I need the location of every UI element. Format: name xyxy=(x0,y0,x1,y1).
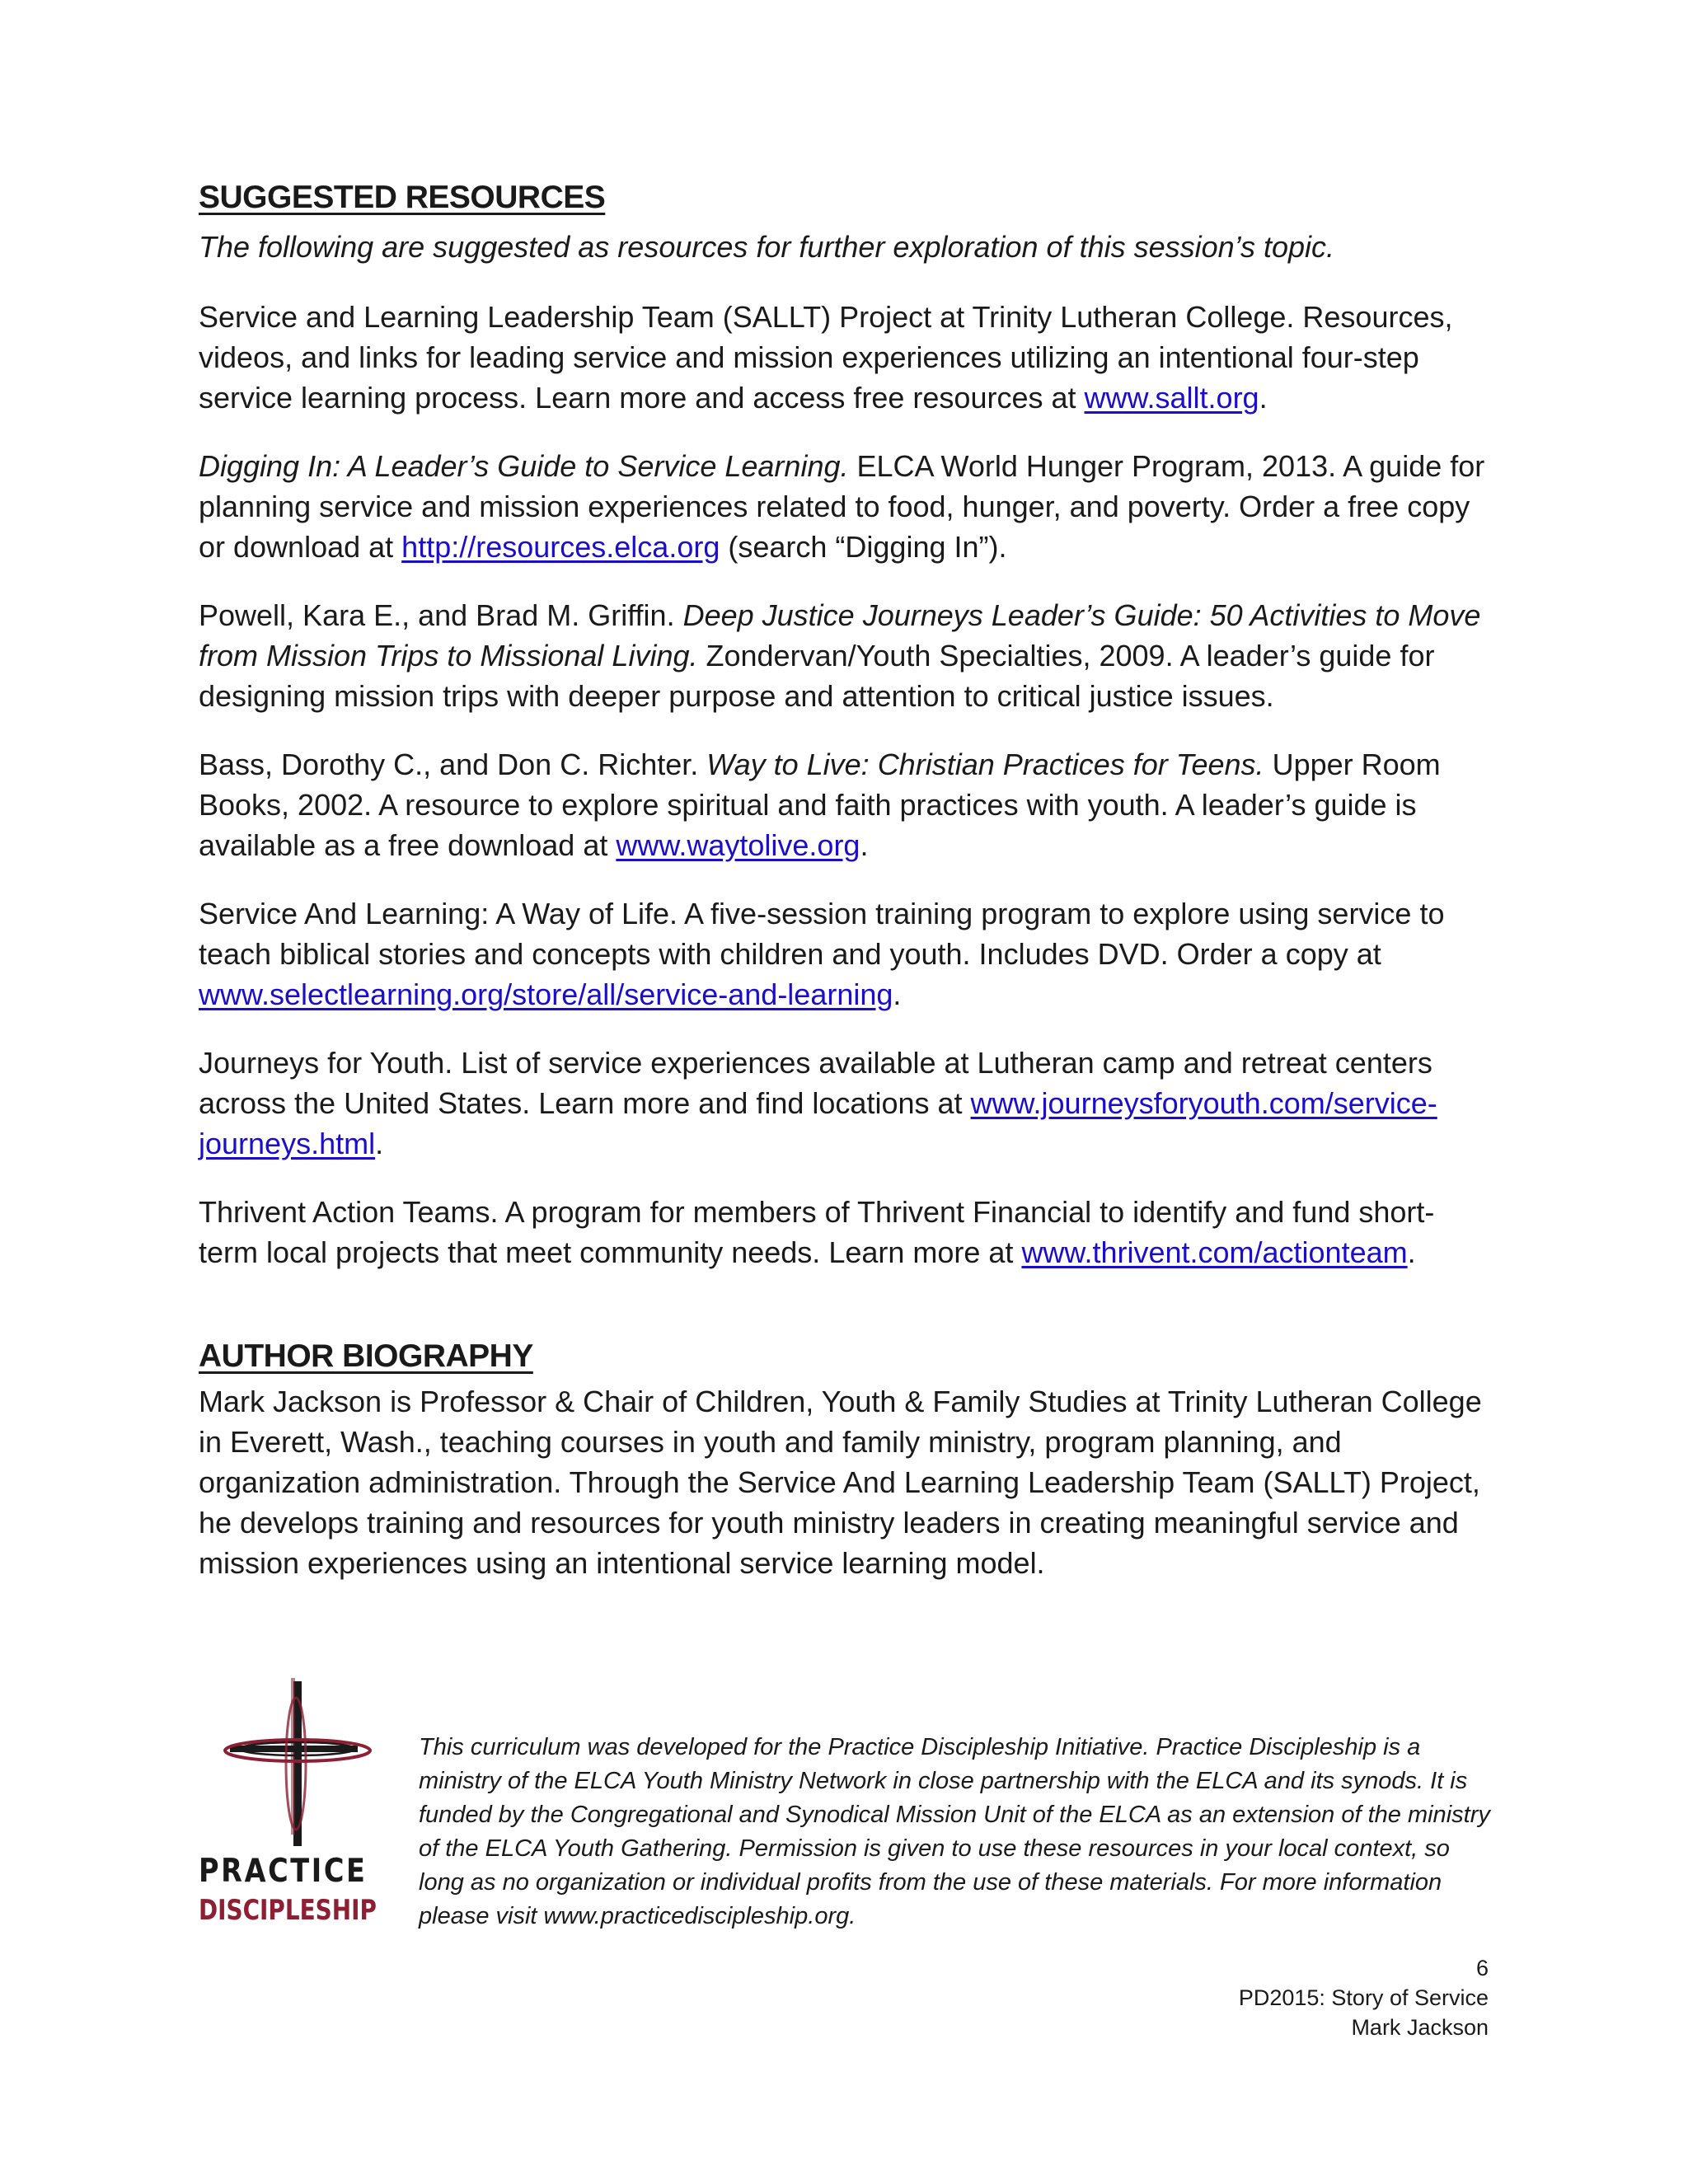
practice-discipleship-logo xyxy=(199,1678,388,1938)
sallt-link[interactable]: www.sallt.org xyxy=(1084,381,1259,415)
journeysforyouth-link[interactable]: www.journeysforyouth.com/service-journeys.html xyxy=(199,1086,1437,1160)
resource-entry-thrivent xyxy=(199,1192,1489,1272)
footer-block xyxy=(199,1678,1489,1942)
entry-text: . xyxy=(860,828,869,862)
suggested-resources-heading: SUGGESTED RESOURCES xyxy=(199,180,606,215)
resource-entry-way-to-live xyxy=(199,744,1489,865)
page-number: 6 xyxy=(1475,1956,1489,1980)
series-title: PD2015: Story of Service xyxy=(1238,1985,1489,2010)
waytolive-link[interactable]: www.waytolive.org xyxy=(616,828,860,862)
entry-author: Bass, Dorothy C., and Don C. Richter. xyxy=(199,748,707,781)
logo-text-practice: PRACTICE xyxy=(199,1853,368,1890)
logo-text-discipleship: DISCIPLESHIP xyxy=(199,1894,377,1927)
entry-title: Digging In: A Leader’s Guide to Service Learning. xyxy=(199,449,849,483)
page-content xyxy=(199,173,1489,1583)
selectlearning-link[interactable]: www.selectlearning.org/store/all/service-and-learning xyxy=(199,977,893,1011)
page-meta xyxy=(1239,1953,1489,2042)
resource-entry-deep-justice xyxy=(199,595,1489,716)
resource-entry-sallt xyxy=(199,297,1489,418)
cross-with-rings-icon xyxy=(199,1678,388,1851)
entry-author: Powell, Kara E., and Brad M. Griffin. xyxy=(199,598,683,632)
entry-text: ELCA World Hunger Program, 2013. A guide for planning service and mission experiences related to food, hunger, and poverty. Order a free copy or download at xyxy=(199,449,1485,564)
entry-text: Journeys for Youth. List of service experiences available at Lutheran camp and retreat centers across the United States. Learn more and find locations at xyxy=(199,1046,1432,1120)
entry-title: Way to Live: Christian Practices for Teens. xyxy=(706,748,1264,781)
author-biography-heading: AUTHOR BIOGRAPHY xyxy=(199,1338,533,1374)
entry-title: Deep Justice Journeys Leader’s Guide: 50 Activities to Move from Mission Trips to Missional Living. xyxy=(199,598,1481,673)
entry-text: . xyxy=(1259,381,1268,415)
entry-text: Zondervan/Youth Specialties, 2009. A leader’s guide for designing mission trips with deeper purpose and attention to critical justice issues. xyxy=(199,639,1435,713)
entry-text: . xyxy=(1407,1235,1416,1269)
page-author: Mark Jackson xyxy=(1351,2015,1489,2040)
resource-entry-journeys-for-youth xyxy=(199,1043,1489,1164)
entry-text: (search “Digging In”). xyxy=(720,530,1007,564)
curriculum-note: This curriculum was developed for the Practice Discipleship Initiative. Practice Discipleship is a ministry of the ELCA Youth Ministry Network in close partnership with the ELCA and its synods. It is funded by the Congregational and Synodical Mission Unit of the ELCA as an extension of the ministry of the ELCA Youth Gathering. Permission is given to use these resources in your local context, so long as no organization or individual profits from the use of these materials. For more information please visit www.practicediscipleship.org. xyxy=(419,1734,1490,1929)
entry-text: Service and Learning Leadership Team (SALLT) Project at Trinity Lutheran College. Resources, videos, and links for leading service and mission experiences utilizing an intentional four-step service learning process. Learn more and access free resources at xyxy=(199,300,1453,415)
entry-text: . xyxy=(375,1127,384,1160)
thrivent-link[interactable]: www.thrivent.com/actionteam xyxy=(1021,1235,1408,1269)
elca-resources-link[interactable]: http://resources.elca.org xyxy=(401,530,720,564)
entry-text: Service And Learning: A Way of Life. A five-session training program to explore using service to teach biblical stories and concepts with children and youth. Includes DVD. Order a copy at xyxy=(199,897,1445,971)
resource-entry-digging-in xyxy=(199,446,1489,567)
resource-entry-service-and-learning xyxy=(199,893,1489,1015)
entry-text: Thrivent Action Teams. A program for members of Thrivent Financial to identify and fund short-term local projects that meet community needs. Learn more at xyxy=(199,1195,1435,1269)
entry-text: . xyxy=(893,977,902,1011)
entry-text: Upper Room Books, 2002. A resource to explore spiritual and faith practices with youth. A leader’s guide is available as a free download at xyxy=(199,748,1441,862)
author-biography-text: Mark Jackson is Professor & Chair of Children, Youth & Family Studies at Trinity Lutheran College in Everett, Wash., teaching courses in youth and family ministry, program planning, and organization administration. Through the Service And Learning Leadership Team (SALLT) Project, he develops training and resources for youth ministry leaders in creating meaningful service and mission experiences using an intentional service learning model. xyxy=(199,1385,1482,1580)
resources-intro: The following are suggested as resources for further exploration of this session’s topic. xyxy=(199,230,1335,264)
